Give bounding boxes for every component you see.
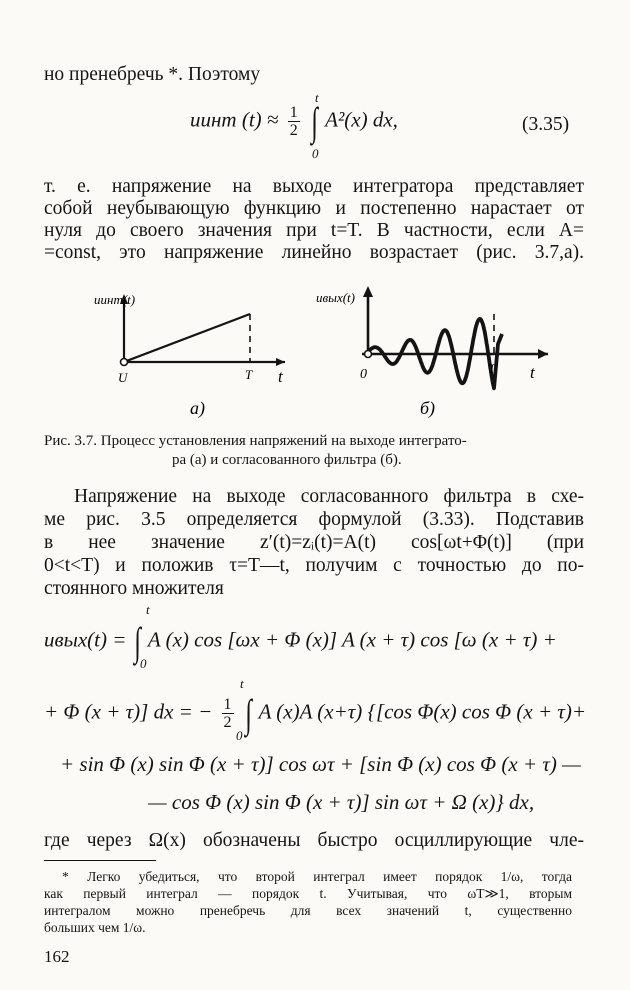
l2-fraction xyxy=(222,696,234,731)
l1-rhs: A (x) cos [ωx + Φ (x)] A (x + τ) cos [ω (x + τ) + xyxy=(147,627,557,652)
b-origin-label: 0 xyxy=(360,367,367,382)
l2-frac-denominator: 2 xyxy=(223,714,232,731)
frac-denominator: 2 xyxy=(289,122,298,139)
para1-line-1: т. е. напряжение на выходе интегратора представляет xyxy=(44,176,584,197)
a-origin-circle xyxy=(121,359,128,366)
b-y-label: uвых(t) xyxy=(316,290,355,305)
para1-line-4: =const, это напряжение линейно возрастает (рис. 3.7,a). xyxy=(44,242,584,263)
b-x-label: t xyxy=(530,363,535,382)
footnote-line-2: как первый интеграл — порядок t. Учитывая, что ωT≫1, вторым xyxy=(44,886,572,901)
footnote-line-1: * Легко убедиться, что второй интеграл имеет порядок 1/ω, тогда xyxy=(62,869,572,884)
a-x-label: t xyxy=(278,367,283,386)
l1-lower-limit: 0 xyxy=(140,656,147,671)
big-eq-line-1 xyxy=(44,618,557,665)
big-eq-line-3: + sin Φ (x) sin Φ (x + τ)] cos ωτ + [sin Φ (x) cos Φ (x + τ) — xyxy=(60,752,581,776)
l2-upper-limit: t xyxy=(240,676,244,691)
a-origin-label: U xyxy=(118,370,128,385)
l2-frac-numerator: 1 xyxy=(223,696,232,713)
para1-line-3: нуля до своего значения при t=T. В частности, если A= xyxy=(44,220,584,241)
para2-line-4: 0<t<T) и положив τ=T—t, получим с точностью до по- xyxy=(44,555,584,576)
b-x-arrow xyxy=(538,349,548,359)
intro-line: но пренебречь *. Поэтому xyxy=(44,64,261,85)
l1-integral-sign: ∫ xyxy=(133,619,141,664)
a-panel-label: a) xyxy=(190,398,205,418)
b-panel-label: б) xyxy=(420,398,436,418)
para2-line-5: стоянного множителя xyxy=(44,578,224,599)
para2-line-2: ме рис. 3.5 определяется формулой (3.33). Подставив xyxy=(44,509,584,530)
para2-line-3: в нее значение z′(t)=zᵢ(t)=A(t) cos[ωt+Φ(t)] (при xyxy=(44,532,584,553)
integral-sign: ∫ xyxy=(311,99,318,144)
eq-lhs: uинт (t) ≈ xyxy=(190,107,279,132)
figure-caption-line-2: ра (a) и согласованного фильтра (б). xyxy=(172,452,402,468)
l2-lhs: + Φ (x + τ)] dx = − xyxy=(44,699,213,724)
last-text-line: где через Ω(x) обозначены быстро осциллирующие чле- xyxy=(44,830,584,851)
a-ramp-line xyxy=(124,314,250,362)
footnote-line-3: интегралом можно пренебречь для всех значений t, существенно xyxy=(44,903,572,918)
l2-lower-limit: 0 xyxy=(236,728,243,743)
b-y-arrow xyxy=(363,286,373,297)
big-eq-line-4: — cos Φ (x) sin Φ (x + τ)] sin ωτ + Ω (x)} dx, xyxy=(148,790,535,814)
footnote-rule xyxy=(44,860,156,861)
l2-integral-sign: ∫ xyxy=(244,691,252,736)
equation-3-35 xyxy=(190,98,398,145)
panel-b xyxy=(316,286,548,419)
l1-upper-limit: t xyxy=(146,602,150,617)
eq-rhs: A²(x) dx, xyxy=(325,107,398,132)
panel-a xyxy=(94,292,285,419)
para1-line-2: собой неубывающую функцию и постепенно нарастает от xyxy=(44,198,584,219)
eq-fraction xyxy=(288,104,300,139)
lower-limit: 0 xyxy=(312,146,319,161)
b-tick-label: T xyxy=(488,361,496,376)
b-origin-circle xyxy=(365,351,372,358)
para2-line-1: Напряжение на выходе согласованного фильтра в схе- xyxy=(74,486,584,507)
footnote-line-4: больших чем 1/ω. xyxy=(44,920,146,935)
equation-number: (3.35) xyxy=(522,114,570,135)
page-number: 162 xyxy=(44,947,70,966)
figure-3-7 xyxy=(90,282,560,422)
big-eq-line-2 xyxy=(44,690,586,737)
a-x-arrow xyxy=(276,358,285,366)
l1-lhs: uвых(t) = xyxy=(44,627,127,652)
a-y-label: uинт(t) xyxy=(94,292,136,307)
l2-rhs: A (x)A (x+τ) {[cos Φ(x) cos Φ (x + τ)+ xyxy=(258,699,587,724)
a-tick-label: T xyxy=(245,367,253,382)
frac-numerator: 1 xyxy=(289,104,298,121)
figure-caption-line-1: Рис. 3.7. Процесс установления напряжений на выходе интеграто- xyxy=(44,433,467,449)
upper-limit: t xyxy=(315,90,319,105)
